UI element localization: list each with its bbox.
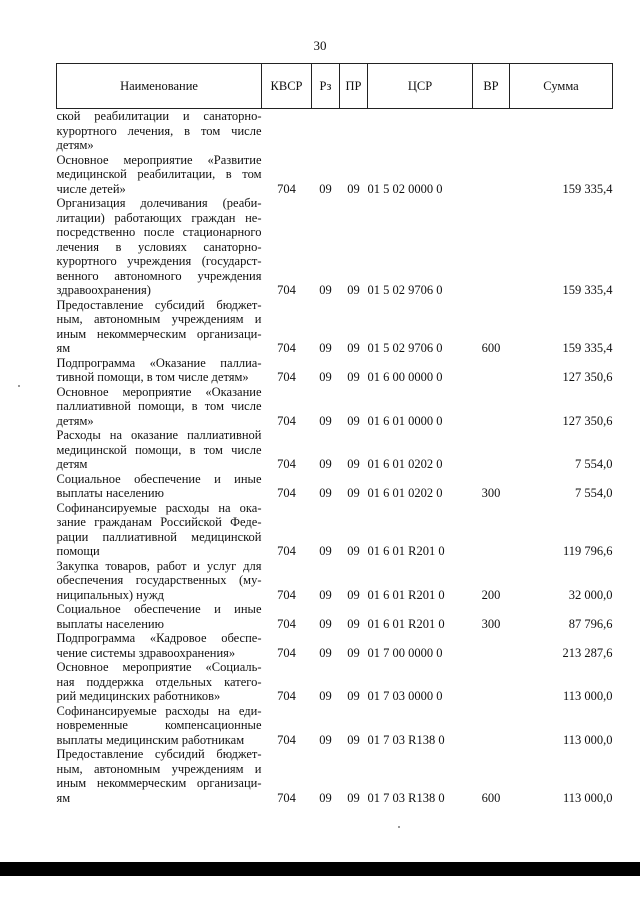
cell-rz: 09 [319, 544, 332, 558]
table-body [57, 109, 613, 806]
table-row [57, 153, 613, 197]
cell-name-line: ная поддержка отдельных катего- [56, 674, 262, 689]
cell-name-line: новременные компенсационные [56, 718, 262, 732]
budget-table [56, 63, 613, 805]
cell-sum: 113 000,0 [562, 732, 613, 747]
cell-rz [312, 109, 340, 153]
cell-name-line: чение системы здравоохранения» [56, 645, 236, 660]
cell-kvsr: 704 [277, 283, 296, 297]
scan-edge-bar [0, 862, 640, 876]
cell-pr [340, 109, 368, 153]
cell-pr: 09 [347, 587, 360, 602]
cell-pr: 09 [347, 732, 360, 747]
cell-name-line: детям» [56, 138, 94, 152]
cell-name-line: Софинансируемые расходы на еди- [56, 703, 262, 718]
header-sum: Сумма [510, 64, 613, 109]
cell-csr: 01 6 01 0202 0 [367, 486, 443, 500]
cell-csr [368, 109, 473, 153]
cell-vr [473, 501, 510, 559]
cell-name-line: зание гражданам Российской Феде- [56, 515, 262, 529]
cell-name [57, 559, 262, 603]
cell-name-line: медицинской реабилитации, в том [56, 167, 262, 181]
cell-kvsr: 704 [277, 181, 296, 196]
table-row [57, 559, 613, 603]
cell-name-line: иным некоммерческим организаци- [56, 326, 262, 341]
cell-pr: 09 [347, 689, 360, 703]
cell-vr [473, 631, 510, 660]
cell-pr: 09 [347, 283, 360, 297]
cell-sum: 113 000,0 [562, 689, 613, 703]
cell-name-line: ям [56, 790, 71, 805]
cell-csr: 01 6 00 0000 0 [367, 370, 443, 384]
cell-name-line: ниципальных) нужд [56, 587, 164, 602]
header-rz: Рз [312, 64, 340, 109]
cell-name-line: ным, автономным учреждениям и [56, 312, 262, 326]
cell-name [57, 704, 262, 748]
table-row [57, 501, 613, 559]
table-row [57, 747, 613, 805]
cell-rz: 09 [319, 790, 332, 805]
cell-name [57, 385, 262, 429]
cell-vr [473, 660, 510, 704]
cell-name-line: Закупка товаров, работ и услуг для [56, 558, 262, 573]
cell-name-line: обеспечения государственных (му- [56, 573, 262, 587]
cell-kvsr: 704 [277, 790, 296, 805]
table-row [57, 704, 613, 748]
header-pr: ПР [340, 64, 368, 109]
cell-csr: 01 6 01 R201 0 [367, 616, 445, 631]
cell-name [57, 298, 262, 356]
cell-kvsr: 704 [277, 587, 296, 602]
cell-kvsr: 704 [277, 544, 296, 558]
cell-csr: 01 6 01 R201 0 [367, 587, 445, 602]
cell-name-line: рий медицинских работников» [56, 689, 221, 703]
cell-vr: 600 [481, 341, 501, 355]
cell-name-line: курортного лечения, в том числе [56, 123, 262, 138]
cell-name-line: посредственно после стационарного [56, 225, 262, 239]
cell-csr: 01 7 03 R138 0 [367, 732, 445, 747]
cell-name-line: выплаты населению [56, 616, 164, 631]
cell-pr: 09 [347, 370, 360, 384]
cell-sum: 119 796,6 [562, 544, 613, 558]
cell-name [57, 356, 262, 385]
scan-speck [398, 826, 400, 828]
table-row [57, 472, 613, 501]
cell-sum: 159 335,4 [562, 283, 613, 297]
header-csr: ЦСР [368, 64, 473, 109]
cell-sum: 87 796,6 [568, 616, 613, 631]
cell-name [57, 428, 262, 472]
cell-pr: 09 [347, 616, 360, 631]
cell-name-line: Софинансируемые расходы на ока- [56, 500, 262, 515]
cell-name [57, 602, 262, 631]
cell-name-line: ям [56, 341, 71, 355]
cell-name-line: Предоставление субсидий бюджет- [56, 747, 262, 761]
table-row [57, 196, 613, 298]
cell-name-line: Основное мероприятие «Социаль- [56, 660, 262, 674]
scan-speck [18, 385, 20, 387]
cell-name-line: детям [56, 457, 88, 471]
cell-csr: 01 7 03 R138 0 [367, 790, 445, 805]
cell-name [57, 196, 262, 298]
cell-rz: 09 [319, 341, 332, 355]
cell-pr: 09 [347, 486, 360, 500]
cell-kvsr: 704 [277, 732, 296, 747]
table-row [57, 631, 613, 660]
cell-pr: 09 [347, 457, 360, 471]
cell-rz: 09 [319, 457, 332, 471]
cell-sum: 127 350,6 [562, 413, 613, 428]
table-row [57, 298, 613, 356]
cell-vr [473, 196, 510, 298]
cell-kvsr: 704 [277, 616, 296, 631]
cell-name-line: рации паллиативной медицинской [56, 529, 262, 544]
cell-csr: 01 5 02 0000 0 [367, 181, 443, 196]
cell-name [57, 747, 262, 805]
cell-name [57, 472, 262, 501]
table-row [57, 385, 613, 429]
cell-vr: 600 [481, 790, 501, 805]
cell-name-line: Подпрограмма «Кадровое обеспе- [56, 631, 262, 645]
cell-vr [473, 153, 510, 197]
cell-sum: 159 335,4 [562, 181, 613, 196]
cell-pr: 09 [347, 790, 360, 805]
page-number: 30 [313, 38, 327, 53]
table-row [57, 356, 613, 385]
cell-rz: 09 [319, 370, 332, 384]
cell-name [57, 153, 262, 197]
cell-name-line: Предоставление субсидий бюджет- [56, 297, 262, 312]
cell-name [57, 631, 262, 660]
cell-name-line: Расходы на оказание паллиативной [56, 428, 262, 442]
cell-name [57, 501, 262, 559]
cell-pr: 09 [347, 181, 360, 196]
cell-sum: 159 335,4 [562, 341, 613, 355]
cell-vr: 200 [481, 587, 501, 602]
cell-kvsr: 704 [277, 370, 296, 384]
table-row [57, 109, 613, 153]
cell-rz: 09 [319, 645, 332, 660]
cell-pr: 09 [347, 341, 360, 355]
cell-name-line: венного автономного учреждения [56, 268, 262, 283]
header-name: Наименование [57, 64, 262, 109]
cell-name-line: литации) работающих граждан не- [56, 210, 262, 225]
cell-rz: 09 [319, 413, 332, 428]
cell-name-line: Основное мероприятие «Оказание [56, 384, 262, 399]
cell-name-line: лечения в условиях санаторно- [56, 239, 262, 254]
cell-sum: 7 554,0 [575, 486, 613, 500]
cell-sum: 127 350,6 [562, 370, 613, 384]
cell-rz: 09 [319, 689, 332, 703]
cell-name-line: ской реабилитации и санаторно- [56, 109, 262, 123]
cell-name [57, 660, 262, 704]
cell-csr: 01 6 01 0202 0 [367, 457, 443, 471]
cell-vr [473, 428, 510, 472]
cell-csr: 01 5 02 9706 0 [367, 283, 443, 297]
cell-name-line: выплаты медицинским работникам [56, 732, 245, 747]
cell-vr [473, 109, 510, 153]
cell-sum: 7 554,0 [575, 457, 613, 471]
cell-csr: 01 6 01 R201 0 [367, 544, 445, 558]
table-row [57, 660, 613, 704]
cell-kvsr: 704 [277, 457, 296, 471]
table-row [57, 602, 613, 631]
cell-vr [473, 356, 510, 385]
cell-name-line: Социальное обеспечение и иные [56, 602, 262, 616]
cell-name-line: ным, автономным учреждениям и [56, 761, 262, 776]
cell-name-line: здравоохранения) [56, 283, 151, 297]
cell-kvsr: 704 [277, 486, 296, 500]
cell-rz: 09 [319, 486, 332, 500]
cell-csr: 01 7 00 0000 0 [367, 645, 443, 660]
cell-name-line: паллиативной помощи, в том числе [56, 399, 262, 413]
cell-pr: 09 [347, 413, 360, 428]
cell-csr: 01 6 01 0000 0 [367, 413, 443, 428]
table-header-row [57, 64, 613, 109]
cell-sum: 32 000,0 [568, 587, 613, 602]
cell-rz: 09 [319, 181, 332, 196]
cell-vr [473, 385, 510, 429]
cell-name-line: детям» [56, 413, 94, 428]
cell-name-line: выплаты населению [56, 486, 164, 500]
cell-kvsr: 704 [277, 645, 296, 660]
header-vr: ВР [473, 64, 510, 109]
cell-vr [473, 704, 510, 748]
cell-name-line: иным некоммерческим организаци- [56, 776, 262, 790]
cell-sum: 113 000,0 [562, 790, 613, 805]
header-kvsr: КВСР [262, 64, 312, 109]
cell-kvsr: 704 [277, 413, 296, 428]
cell-rz: 09 [319, 732, 332, 747]
cell-rz: 09 [319, 587, 332, 602]
cell-pr: 09 [347, 645, 360, 660]
cell-csr: 01 5 02 9706 0 [367, 341, 443, 355]
table-row [57, 428, 613, 472]
cell-rz: 09 [319, 616, 332, 631]
cell-csr: 01 7 03 0000 0 [367, 689, 443, 703]
cell-pr: 09 [347, 544, 360, 558]
cell-name-line: числе детей» [56, 181, 126, 196]
cell-name-line: Социальное обеспечение и иные [56, 471, 262, 486]
cell-sum: 213 287,6 [562, 645, 613, 660]
cell-name-line: Организация долечивания (реаби- [56, 196, 262, 210]
cell-kvsr: 704 [277, 689, 296, 703]
cell-name-line: помощи [56, 544, 100, 558]
cell-kvsr [262, 109, 312, 153]
cell-name [57, 109, 262, 153]
cell-name-line: тивной помощи, в том числе детям» [56, 370, 249, 384]
cell-kvsr: 704 [277, 341, 296, 355]
cell-name-line: Основное мероприятие «Развитие [56, 152, 262, 167]
cell-name-line: медицинской помощи, в том числе [56, 442, 262, 457]
cell-sum [510, 109, 613, 153]
cell-name-line: Подпрограмма «Оказание паллиа- [56, 355, 262, 370]
cell-name-line: курортного учреждения (государст- [56, 254, 262, 268]
cell-rz: 09 [319, 283, 332, 297]
cell-vr: 300 [481, 486, 501, 500]
cell-vr: 300 [481, 616, 501, 631]
